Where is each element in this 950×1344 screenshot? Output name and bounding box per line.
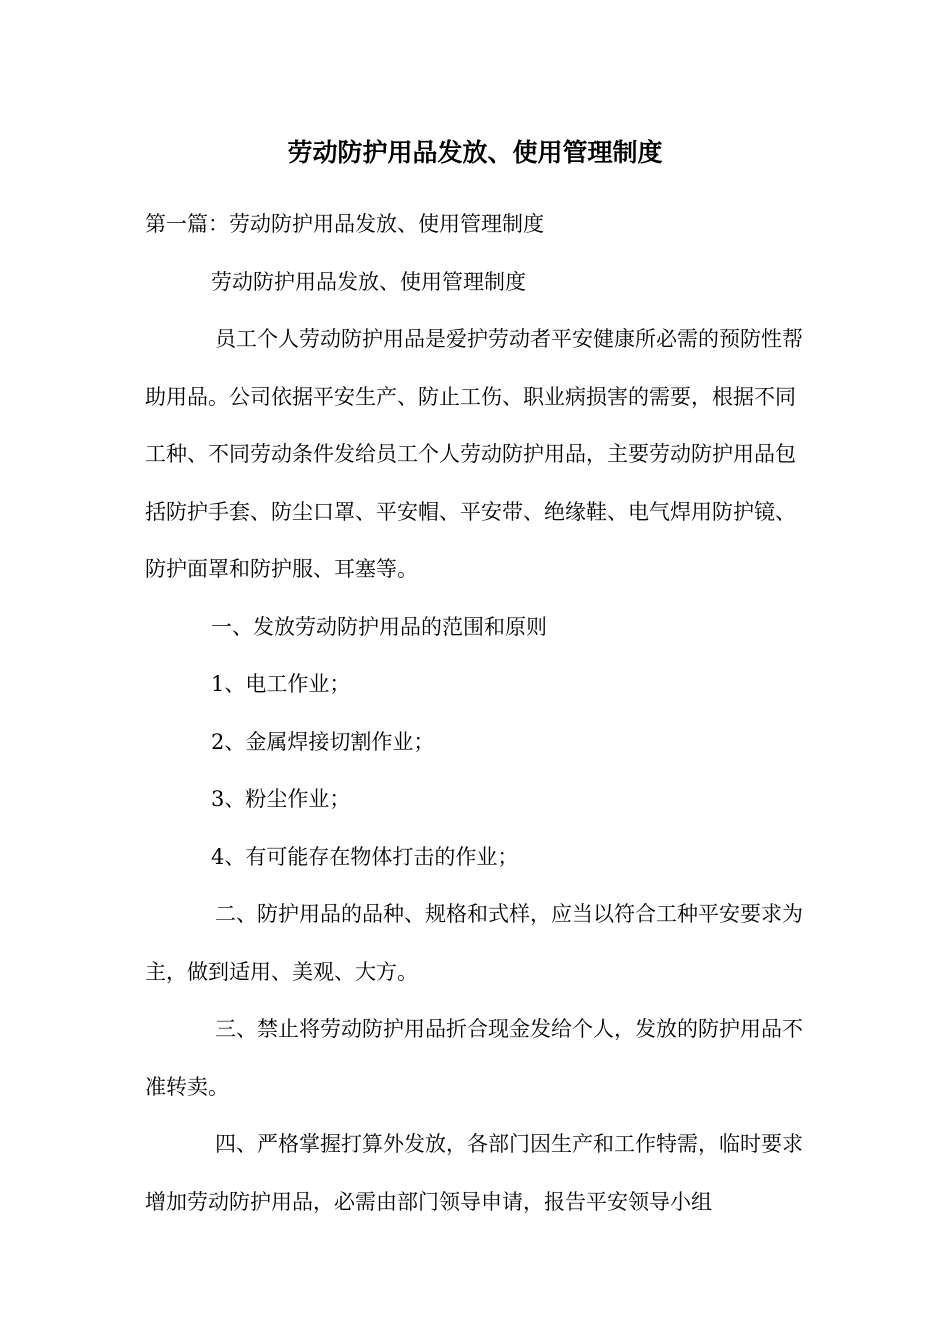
list-item: 3、粉尘作业；: [211, 787, 351, 811]
subtitle-paragraph: 劳动防护用品发放、使用管理制度: [211, 269, 526, 294]
clause-heading-1: 一、发放劳动防护用品的范围和原则: [211, 614, 547, 639]
section-heading: 第一篇：劳动防护用品发放、使用管理制度: [145, 212, 544, 236]
document-body: [145, 196, 810, 1231]
list-item: 2、金属焊接切割作业；: [211, 729, 435, 754]
document-title: 劳动防护用品发放、使用管理制度: [287, 138, 663, 167]
list-item: 1、电工作业；: [211, 672, 351, 696]
clause-paragraph-3: 三、禁止将劳动防护用品折合现金发给个人，发放的防护用品不准转卖。: [145, 1017, 803, 1099]
list-item: 4、有可能存在物体打击的作业；: [211, 844, 519, 869]
clause-paragraph-2: 二、防护用品的品种、规格和式样，应当以符合工种平安要求为主，做到适用、美观、大方。: [145, 902, 803, 984]
intro-paragraph: 员工个人劳动防护用品是爱护劳动者平安健康所必需的预防性帮助用品。公司依据平安生产、防止工伤、职业病损害的需要，根据不同工种、不同劳动条件发给员工个人劳动防护用品，主要劳动防护用品包括防护手套、防尘口罩、平安帽、平安带、绝缘鞋、电气焊用防护镜、防护面罩和防护服、耳塞等。: [145, 327, 803, 581]
clause-paragraph-4: 四、严格掌握打算外发放，各部门因生产和工作特需，临时要求增加劳动防护用品，必需由部门领导申请，报告平安领导小组: [145, 1132, 803, 1214]
